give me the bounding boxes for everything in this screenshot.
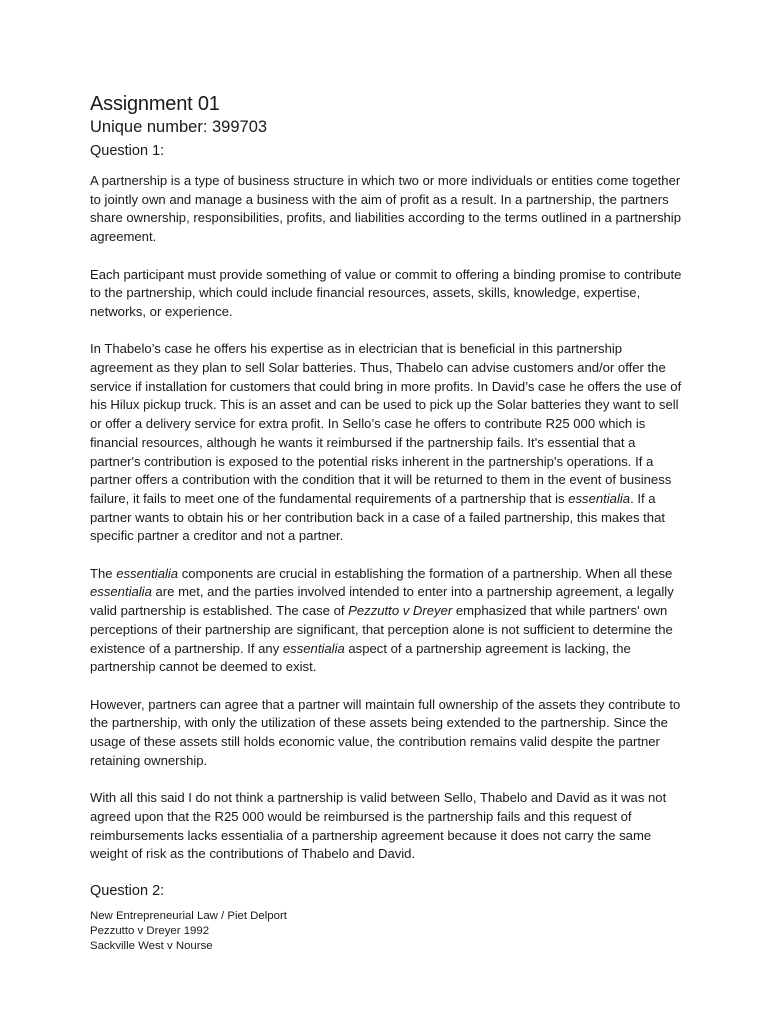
text-run: The: [90, 565, 117, 581]
italic-term: essentialia: [568, 490, 631, 506]
page-title: Assignment 01: [90, 93, 220, 115]
question-2-heading: Question 2:: [90, 882, 165, 899]
question-1-body: [90, 172, 686, 864]
document-content: [90, 92, 686, 954]
question-1-heading: Question 1:: [90, 143, 165, 159]
paragraph: [90, 340, 686, 546]
reference-item: Pezzutto v Dreyer 1992: [90, 924, 210, 937]
reference-item: New Entrepreneurial Law / Piet Delport: [90, 909, 287, 922]
text-run: are met, and the parties involved intended to enter into a partnership agreement, a legally valid partnership is established. The case of: [90, 584, 674, 619]
text-run: Each participant must provide something of value or commit to offering a binding promise to contribute to the partnership, which could include financial resources, assets, skills, knowledge, expertise, networks, or experience.: [90, 266, 682, 319]
text-run: components are crucial in establishing the formation of a partnership. When all these: [178, 565, 673, 581]
italic-term: essentialia: [282, 640, 345, 656]
text-run: emphasized that while partners' own perceptions of their partnership are significant, that perception alone is not sufficient to determine the existence of a partnership. If any: [90, 603, 673, 656]
text-run: aspect of a partnership agreement is lacking, the partnership cannot be deemed to exist.: [90, 640, 631, 675]
italic-term: Pezzutto v Dreyer: [348, 603, 453, 619]
text-run: However, partners can agree that a partner will maintain full ownership of the assets they contribute to the partnership, with only the utilization of these assets being extended to the partnership. Since the usage of these assets still holds economic value, the contribution remains valid despite the partner retaining ownership.: [90, 696, 681, 768]
text-run: . If a partner wants to obtain his or her contribution back in a case of a failed partnership, this makes that specific partner a creditor and not a partner.: [90, 490, 665, 544]
reference-list: [90, 909, 686, 954]
unique-number: Unique number: 399703: [90, 118, 268, 136]
paragraph: [90, 172, 686, 247]
text-run: In Thabelo’s case he offers his expertise as in electrician that is beneficial in this partnership agreement as they plan to sell Solar batteries. Thus, Thabelo can advise customers and/or offer the service if installation for customers that could bring in more profits. In David’s case he offers the use of his Hilux pickup truck. This is an asset and can be used to pick up the Solar batteries they want to sell or offer a delivery service for extra profit. In Sello’s case he offers to contribute R25 000 which is financial resources, although he wants it reimbursed if the partnership fails. It's essential that a partner's contribution is exposed to the potential risks inherent in the partnership's operations. If a partner offers a contribution with the condition that it will be returned to them in the event of business failure, it fails to meet one of the fundamental requirements of a partnership that is: [90, 341, 682, 506]
paragraph: [90, 789, 686, 864]
italic-term: essentialia: [116, 565, 179, 581]
paragraph: [90, 696, 686, 771]
text-run: A partnership is a type of business structure in which two or more individuals or entities come together to jointly own and manage a business with the aim of profit as a result. In a partnership, the partners share ownership, responsibilities, profits, and liabilities according to the terms outlined in a partnership agreement.: [90, 173, 681, 245]
paragraph: [90, 565, 686, 677]
reference-item: Sackville West v Nourse: [90, 939, 213, 952]
italic-term: essentialia: [90, 584, 152, 600]
text-run: With all this said I do not think a partnership is valid between Sello, Thabelo and David as it was not agreed upon that the R25 000 would be reimbursed is the partnership fails and this request of reimbursements lacks essentialia of a partnership agreement because it does not carry the same weight of risk as the contributions of Thabelo and David.: [90, 790, 667, 862]
paragraph: [90, 266, 686, 322]
